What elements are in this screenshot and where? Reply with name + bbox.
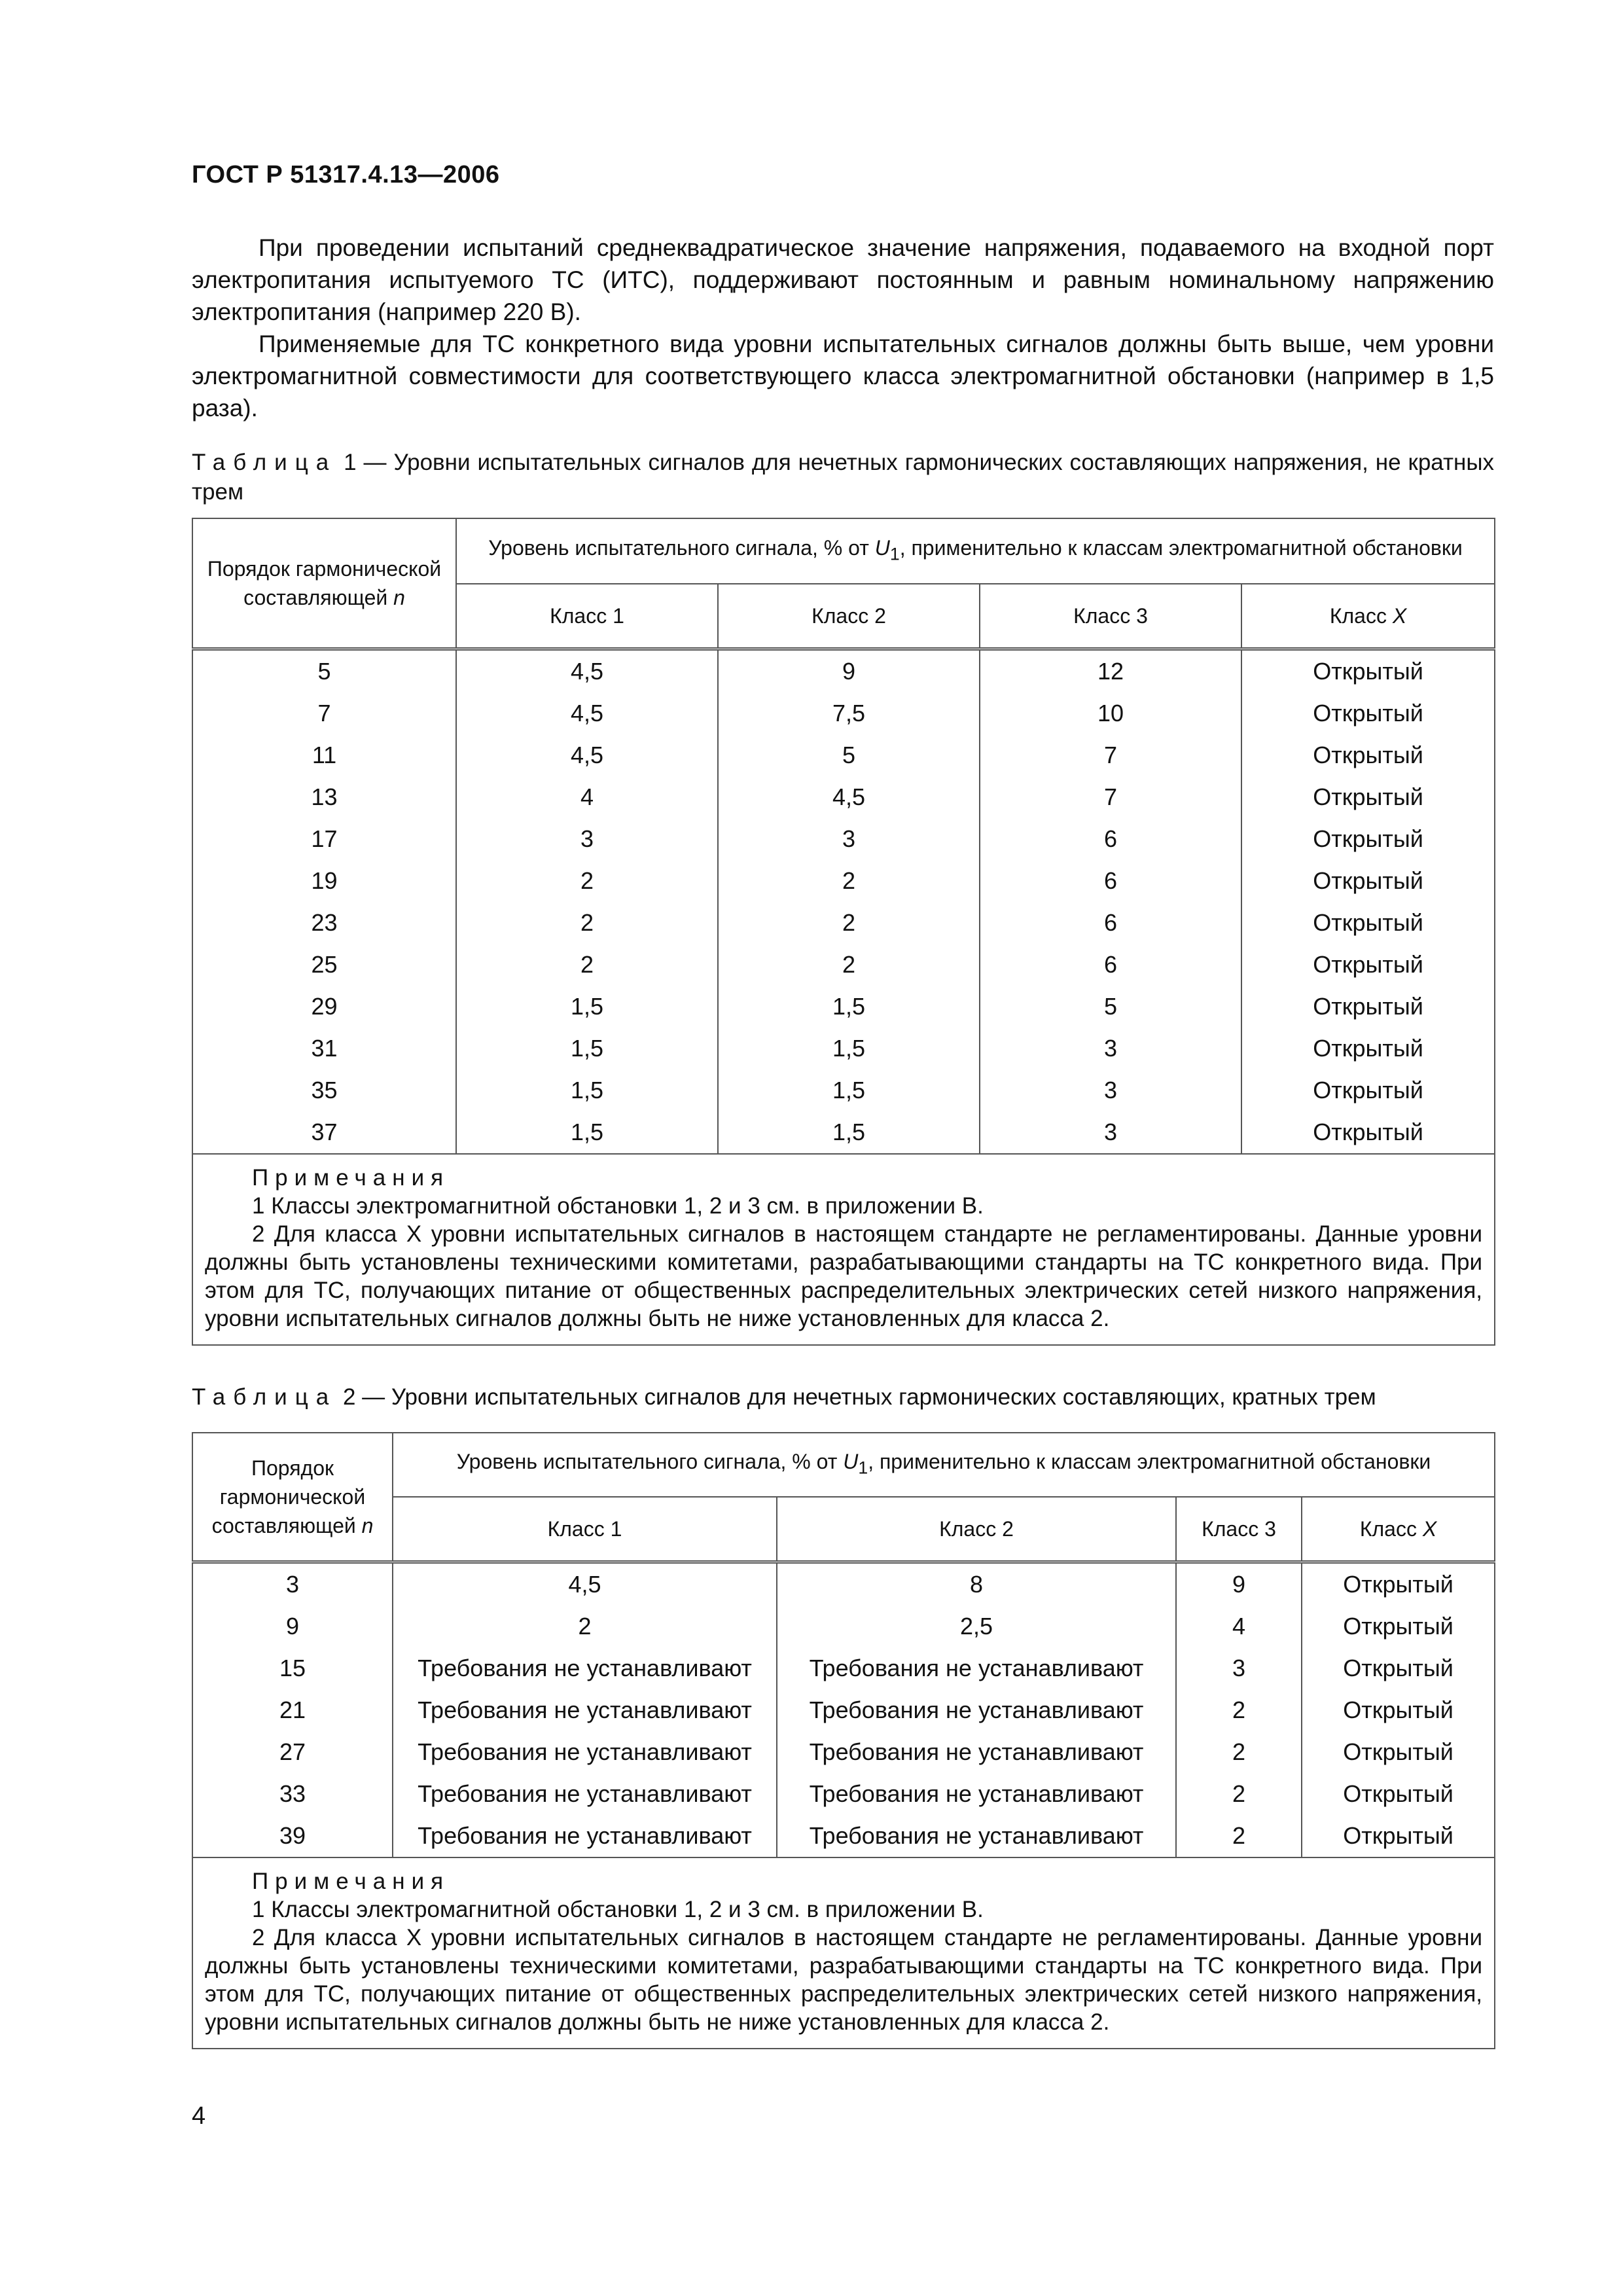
- table1-cell: 4,5: [456, 692, 718, 734]
- table2-cell: Требования не устанавливают: [777, 1815, 1176, 1857]
- table1-cell: 2: [456, 902, 718, 944]
- table2-cell: 2: [393, 1605, 777, 1647]
- table1-header-class3: Класс 3: [980, 584, 1241, 649]
- table2: [192, 1432, 1495, 2049]
- table1-cell: 1,5: [456, 1028, 718, 1069]
- table2-cell: Требования не устанавливают: [777, 1731, 1176, 1773]
- table1-cell: 5: [980, 986, 1241, 1028]
- table2-note-2: 2 Для класса X уровни испытательных сигналов в настоящем стандарте не регламентированы. Данные уровни должны быть установлены техническими комитетами, разрабатывающими стандарты на ТС конкретного вида. При этом для ТС, получающих питание от общественных распределительных электрических сетей низкого напряжения, уровни испытательных сигналов должны быть не ниже установленных для класса 2.: [205, 1925, 1483, 2035]
- table1-cell: 4: [456, 776, 718, 818]
- table2-cell: Требования не устанавливают: [393, 1689, 777, 1731]
- table2-cell: 33: [192, 1773, 393, 1815]
- table2-cell: Открытый: [1302, 1605, 1495, 1647]
- table1: [192, 518, 1495, 1346]
- table1-cell: Открытый: [1241, 944, 1495, 986]
- table2-cell: Открытый: [1302, 1815, 1495, 1857]
- table2-cell: 2,5: [777, 1605, 1176, 1647]
- table2-cell: 4: [1176, 1605, 1302, 1647]
- table1-cell: 7: [980, 734, 1241, 776]
- table2-notes-title: Примечания: [252, 1869, 450, 1894]
- table1-cell: 17: [192, 818, 456, 860]
- table1-cell: 4,5: [456, 734, 718, 776]
- table2-cell: Требования не устанавливают: [393, 1647, 777, 1689]
- table1-cell: 1,5: [718, 1111, 980, 1154]
- table2-row: [192, 1689, 1495, 1731]
- table1-cell: 19: [192, 860, 456, 902]
- table1-cell: 2: [718, 944, 980, 986]
- table1-cell: 37: [192, 1111, 456, 1154]
- table1-cell: 1,5: [718, 1069, 980, 1111]
- table1-row: [192, 944, 1495, 986]
- table1-caption-text: 1 — Уровни испытательных сигналов для нечетных гармонических составляющих напряжения, не кратных трем: [192, 450, 1494, 505]
- table2-cell: 9: [192, 1605, 393, 1647]
- table1-row: [192, 692, 1495, 734]
- table2-cell: Требования не устанавливают: [393, 1773, 777, 1815]
- table1-cell: 2: [718, 902, 980, 944]
- table2-cell: 2: [1176, 1773, 1302, 1815]
- intro-text: [192, 232, 1494, 424]
- table2-note-1: 1 Классы электромагнитной обстановки 1, 2 и 3 см. в приложении В.: [252, 1897, 984, 1922]
- table1-note-2: 2 Для класса X уровни испытательных сигналов в настоящем стандарте не регламентированы. Данные уровни должны быть установлены техническими комитетами, разрабатывающими стандарты на ТС конкретного вида. При этом для ТС, получающих питание от общественных распределительных электрических сетей низкого напряжения, уровни испытательных сигналов должны быть не ниже установленных для класса 2.: [205, 1221, 1483, 1331]
- table2-cell: 2: [1176, 1689, 1302, 1731]
- table1-cell: 6: [980, 818, 1241, 860]
- table1-cell: 4,5: [718, 776, 980, 818]
- document-code: ГОСТ Р 51317.4.13—2006: [192, 161, 500, 188]
- table2-cell: 2: [1176, 1815, 1302, 1857]
- table2-header-classx: Класс X: [1302, 1497, 1495, 1562]
- table1-row: [192, 902, 1495, 944]
- table1-cell: Открытый: [1241, 776, 1495, 818]
- table2-cell: Требования не устанавливают: [393, 1731, 777, 1773]
- table1-cell: 3: [718, 818, 980, 860]
- table1-cell: 31: [192, 1028, 456, 1069]
- table2-cell: Открытый: [1302, 1731, 1495, 1773]
- table2-row: [192, 1731, 1495, 1773]
- table2-cell: 3: [1176, 1647, 1302, 1689]
- table1-cell: 25: [192, 944, 456, 986]
- table2-cell: Открытый: [1302, 1647, 1495, 1689]
- table1-cell: Открытый: [1241, 1111, 1495, 1154]
- table1-notes-title: Примечания: [252, 1165, 450, 1191]
- table1-cell: 29: [192, 986, 456, 1028]
- table1-header-classx: Класс X: [1241, 584, 1495, 649]
- table2-caption-text: 2 — Уровни испытательных сигналов для нечетных гармонических составляющих, кратных трем: [336, 1384, 1376, 1410]
- table1-cell: Открытый: [1241, 692, 1495, 734]
- table1-cell: 4,5: [456, 649, 718, 693]
- table2-cell: 9: [1176, 1562, 1302, 1606]
- table1-cell: 1,5: [718, 1028, 980, 1069]
- table1-col-harmonic-order: Порядок гармонической составляющей n: [192, 518, 456, 649]
- table1-row: [192, 649, 1495, 693]
- table1-cell: Открытый: [1241, 986, 1495, 1028]
- table1-note-1: 1 Классы электромагнитной обстановки 1, 2 и 3 см. в приложении В.: [252, 1193, 984, 1219]
- table1-row: [192, 1028, 1495, 1069]
- table2-cell: Требования не устанавливают: [777, 1689, 1176, 1731]
- table1-cell: 3: [456, 818, 718, 860]
- table1-cell: 6: [980, 860, 1241, 902]
- table2-cell: Открытый: [1302, 1562, 1495, 1606]
- intro-paragraph-2: Применяемые для ТС конкретного вида уровни испытательных сигналов должны быть выше, чем уровни электромагнитной совместимости для соответствующего класса электромагнитной обстановки (например в 1,5 раза).: [192, 331, 1494, 422]
- table1-cell: 11: [192, 734, 456, 776]
- table2-row: [192, 1562, 1495, 1606]
- table1-cell: 2: [456, 944, 718, 986]
- table2-header-class2: Класс 2: [777, 1497, 1176, 1562]
- table2-col-harmonic-order: Порядок гармонической составляющей n: [192, 1433, 393, 1562]
- table2-row: [192, 1815, 1495, 1857]
- table2-cell: 8: [777, 1562, 1176, 1606]
- table1-cell: 1,5: [456, 1069, 718, 1111]
- table1-cell: 2: [718, 860, 980, 902]
- table2-caption-word: Таблица: [192, 1384, 337, 1410]
- table1-row: [192, 860, 1495, 902]
- table2-cell: 2: [1176, 1731, 1302, 1773]
- table1-cell: 1,5: [456, 1111, 718, 1154]
- table1-row: [192, 1069, 1495, 1111]
- table2-header-class3: Класс 3: [1176, 1497, 1302, 1562]
- table1-cell: 9: [718, 649, 980, 693]
- table1-cell: Открытый: [1241, 1028, 1495, 1069]
- table1-row: [192, 1111, 1495, 1154]
- table2-cell: 3: [192, 1562, 393, 1606]
- table1-caption-word: Таблица: [192, 450, 337, 475]
- page-number: 4: [192, 2102, 206, 2130]
- table1-cell: 12: [980, 649, 1241, 693]
- table2-header-class1: Класс 1: [393, 1497, 777, 1562]
- table2-cell: 27: [192, 1731, 393, 1773]
- table1-cell: 6: [980, 944, 1241, 986]
- table1-cell: 13: [192, 776, 456, 818]
- table2-cell: Требования не устанавливают: [777, 1647, 1176, 1689]
- table1-cell: 6: [980, 902, 1241, 944]
- table2-cell: Открытый: [1302, 1689, 1495, 1731]
- intro-paragraph-1: При проведении испытаний среднеквадратическое значение напряжения, подаваемого на входной порт электропитания испытуемого ТС (ИТС), поддерживают постоянным и равным номинальному напряжению электропитания (например 220 В).: [192, 234, 1494, 325]
- table1-cell: 7: [192, 692, 456, 734]
- table2-notes: [192, 1857, 1495, 2049]
- table1-cell: 3: [980, 1069, 1241, 1111]
- table1-cell: 1,5: [718, 986, 980, 1028]
- table1-cell: Открытый: [1241, 860, 1495, 902]
- table1-cell: 1,5: [456, 986, 718, 1028]
- table1-cell: Открытый: [1241, 1069, 1495, 1111]
- table2-row: [192, 1605, 1495, 1647]
- table2-cell: 4,5: [393, 1562, 777, 1606]
- table2-cell: Открытый: [1302, 1773, 1495, 1815]
- table1-cell: 5: [718, 734, 980, 776]
- table1-cell: Открытый: [1241, 818, 1495, 860]
- table1-notes: [192, 1154, 1495, 1345]
- table1-header-class2: Класс 2: [718, 584, 980, 649]
- table1-cell: 5: [192, 649, 456, 693]
- table1-header-class1: Класс 1: [456, 584, 718, 649]
- table2-caption: [192, 1382, 1494, 1412]
- table2-cell: Требования не устанавливают: [777, 1773, 1176, 1815]
- table1-cell: 7,5: [718, 692, 980, 734]
- table1-row: [192, 986, 1495, 1028]
- table1-caption: [192, 448, 1494, 507]
- table1-cell: 23: [192, 902, 456, 944]
- table1-cell: 35: [192, 1069, 456, 1111]
- table1-cell: Открытый: [1241, 734, 1495, 776]
- table1-cell: Открытый: [1241, 902, 1495, 944]
- table1-row: [192, 776, 1495, 818]
- table2-row: [192, 1773, 1495, 1815]
- table2-header-group: Уровень испытательного сигнала, % от $U_1$, применительно к классам электромагнитной обстановки: [393, 1433, 1495, 1497]
- table2-cell: 39: [192, 1815, 393, 1857]
- table1-cell: 7: [980, 776, 1241, 818]
- table1-cell: 10: [980, 692, 1241, 734]
- table2-cell: 15: [192, 1647, 393, 1689]
- table1-header-group: Уровень испытательного сигнала, % от $U_1$, применительно к классам электромагнитной обстановки: [456, 518, 1495, 584]
- table2-cell: 21: [192, 1689, 393, 1731]
- table1-cell: Открытый: [1241, 649, 1495, 693]
- table2-cell: Требования не устанавливают: [393, 1815, 777, 1857]
- table1-cell: 3: [980, 1111, 1241, 1154]
- table2-row: [192, 1647, 1495, 1689]
- table1-row: [192, 818, 1495, 860]
- table1-cell: 3: [980, 1028, 1241, 1069]
- table1-cell: 2: [456, 860, 718, 902]
- table1-row: [192, 734, 1495, 776]
